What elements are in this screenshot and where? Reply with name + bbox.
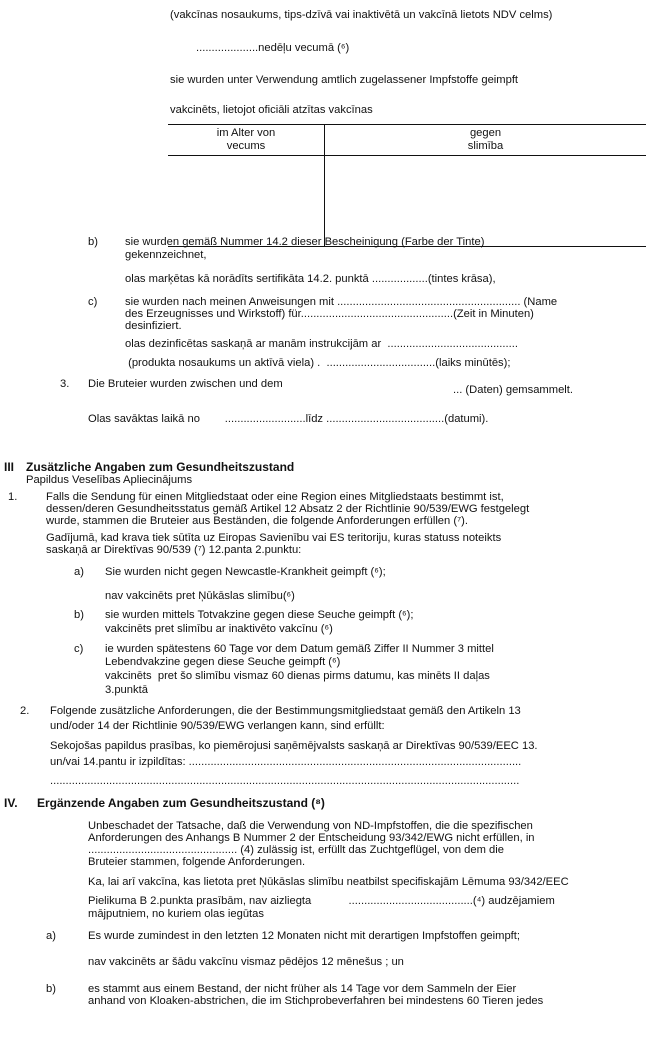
col-age-lv: vecums xyxy=(226,140,266,153)
section-iii-p1-lv-1: Gadījumā, kad krava tiek sūtīta uz Eiropas Savienību vai ES teritoriju, kuras statuss noteikts xyxy=(46,532,502,544)
item-3-de-tail: ... (Daten) gemsammelt. xyxy=(453,384,573,396)
vaccinated-de: sie wurden unter Verwendung amtlich zugelassener Impfstoffe geimpft xyxy=(170,74,519,86)
col-age-de: im Alter von xyxy=(216,127,276,139)
section-iv-b-de-1: es stammt aus einem Bestand, der nicht früher als 14 Tage vor dem Sammeln der Eier xyxy=(88,983,517,995)
section-iv-numeral: IV. xyxy=(4,796,18,810)
section-iii-p2-lv-1: Sekojošas papildus prasības, ko piemērojusi saņēmējvalsts saskaņā ar Direktīvas 90/539/EEC 13. xyxy=(50,740,538,752)
section-iv-b-de-2: anhand von Kloaken-abstrichen, die im Stichprobeverfahren bei mindestens 60 Tieren jedes xyxy=(88,995,544,1007)
section-iii-subtitle-lv: Papildus Veselības Apliecinājums xyxy=(26,474,193,486)
item-b-marker: b) xyxy=(88,236,98,248)
weeks-age-line: ....................nedēļu vecumā (⁶) xyxy=(196,42,350,54)
section-iii-b-marker: b) xyxy=(74,609,84,621)
vaccination-table-header xyxy=(168,125,646,156)
section-iii-b-de: sie wurden mittels Totvakzine gegen diese Seuche geimpft (⁶); xyxy=(105,609,414,621)
section-iv-a-lv: nav vakcinēts ar šādu vakcīnu vismaz pēdējos 12 mēnešus ; un xyxy=(88,956,404,968)
item-3-de: Die Bruteier wurden zwischen und dem xyxy=(88,378,283,390)
section-iv-b-marker: b) xyxy=(46,983,56,995)
vaccine-name-note-lv: (vakcīnas nosaukums, tips-dzīvā vai inaktivētā un vakcīnā lietots NDV celms) xyxy=(170,9,553,21)
section-iv-a-marker: a) xyxy=(46,930,56,942)
item-3-marker: 3. xyxy=(60,378,70,390)
section-iv-de-3: ................................................ (4) zulässig ist, erfüllt das Zuchtgeflügel, von dem die xyxy=(88,844,504,856)
against-cell xyxy=(325,156,647,247)
section-iii-a-lv: nav vakcinēts pret Ņūkāslas slimību(⁶) xyxy=(105,590,295,602)
section-iii-b-lv: vakcinēts pret slimību ar inaktivēto vakcīnu (⁶) xyxy=(105,623,333,635)
section-iii-c-lv-2: 3.punktā xyxy=(105,684,148,696)
section-iii-a-de: Sie wurden nicht gegen Newcastle-Krankheit geimpft (⁶); xyxy=(105,566,386,578)
section-iii-c-lv-1: vakcinēts pret šo slimību vismaz 60 dienas pirms datumu, kas minēts II daļas xyxy=(105,670,490,682)
item-c-marker: c) xyxy=(88,296,98,308)
item-3-lv: Olas savāktas laikā no ..........................līdz ......................................(datumi). xyxy=(88,413,489,425)
section-iv-de-2: Anforderungen des Anhangs B Nummer 2 der Entscheidung 93/342/EWG nicht erfüllen, in xyxy=(88,832,535,844)
col-against-de: gegen xyxy=(469,127,502,139)
section-iii-p1-lv-2: saskaņā ar Direktīvas 90/539 (⁷) 12.panta 2.punktu: xyxy=(46,544,302,556)
section-iii-c-de-2: Lebendvakzine gegen diese Seuche geimpft (⁶) xyxy=(105,656,341,668)
section-iii-p2-de-1: Folgende zusätzliche Anforderungen, die der Bestimmungsmitgliedstaat gemäß den Artikeln 13 xyxy=(50,705,521,717)
section-iv-lv-2: Pielikuma B 2.punkta prasībām, nav aizliegta ........................................(⁴) audzējamiem xyxy=(88,895,555,907)
item-c-de-2: des Erzeugnisses und Wirkstoff) für.................................................(Zeit in Minuten) xyxy=(125,308,534,320)
section-iii-c-marker: c) xyxy=(74,643,84,655)
item-c-de-3: desinfiziert. xyxy=(125,320,182,332)
col-against-lv: slimība xyxy=(467,140,504,153)
section-iv-a-de: Es wurde zumindest in den letzten 12 Monaten nicht mit derartigen Impfstoffen geimpft; xyxy=(88,930,520,942)
vaccination-table-row xyxy=(168,156,646,247)
section-iii-title: Zusätzliche Angaben zum Gesundheitszustand xyxy=(26,460,295,474)
section-iii-p2-marker: 2. xyxy=(20,705,30,717)
age-cell xyxy=(168,156,325,247)
section-iii-p1-de-1: Falls die Sendung für einen Mitgliedstaat oder eine Region eines Mitgliedstaats bestimmt ist, xyxy=(46,491,504,503)
item-b-lv: olas marķētas kā norādīts sertifikāta 14.2. punktā ..................(tintes krāsa), xyxy=(125,273,496,285)
vaccinated-lv: vakcinēts, lietojot oficiāli atzītas vakcīnas xyxy=(170,104,373,116)
item-c-lv-2: (produkta nosaukums un aktīvā viela) . ...................................(laiks minūtēs); xyxy=(125,357,511,369)
col-age-header xyxy=(168,125,325,156)
section-iii-p1-marker: 1. xyxy=(8,491,18,503)
item-b-de-2: gekennzeichnet, xyxy=(125,249,207,261)
section-iii-numeral: III xyxy=(4,460,15,474)
section-iii-p2-lv-2: un/vai 14.pantu ir izpildītas: ........................................................................................................... xyxy=(50,756,522,768)
section-iv-title: Ergänzende Angaben zum Gesundheitszustand (⁸) xyxy=(37,796,325,810)
section-iv-lv-3: mājputniem, no kuriem olas iegūtas xyxy=(88,908,264,920)
section-iv-de-1: Unbeschadet der Tatsache, daß die Verwendung von ND-Impfstoffen, die die spezifischen xyxy=(88,820,533,832)
item-b-de-1: sie wurden gemäß Nummer 14.2 dieser Bescheinigung (Farbe der Tinte) xyxy=(125,236,485,248)
col-against-header xyxy=(325,125,647,156)
section-iii-p2-dots: ....................................................................................................................................................... xyxy=(50,775,520,787)
section-iii-a-marker: a) xyxy=(74,566,84,578)
section-iii-p2-de-2: und/oder 14 der Richtlinie 90/539/EWG verlangen kann, sind erfüllt: xyxy=(50,720,385,732)
item-c-de-1: sie wurden nach meinen Anweisungen mit ........................................................... (Name xyxy=(125,296,558,308)
section-iv-de-4: Bruteier stammen, folgende Anforderungen. xyxy=(88,856,306,868)
section-iii-p1-de-3: wurde, stammen die Bruteier aus Beständen, die folgende Anforderungen erfüllen (⁷). xyxy=(46,515,468,527)
item-c-lv-1: olas dezinficētas saskaņā ar manām instrukcijām ar .......................................... xyxy=(125,338,518,350)
section-iii-c-de-1: ie wurden spätestens 60 Tage vor dem Datum gemäß Ziffer II Nummer 3 mittel xyxy=(105,643,494,655)
section-iv-lv-1: Ka, lai arī vakcīna, kas lietota pret Ņūkāslas slimību neatbilst specifiskajām Lēmuma 93/342/EEC xyxy=(88,876,569,888)
vaccination-table xyxy=(168,124,646,247)
section-iii-p1-de-2: dessen/deren Gesundheitsstatus gemäß Artikel 12 Absatz 2 der Richtlinie 90/539/EWG festgelegt xyxy=(46,503,530,515)
